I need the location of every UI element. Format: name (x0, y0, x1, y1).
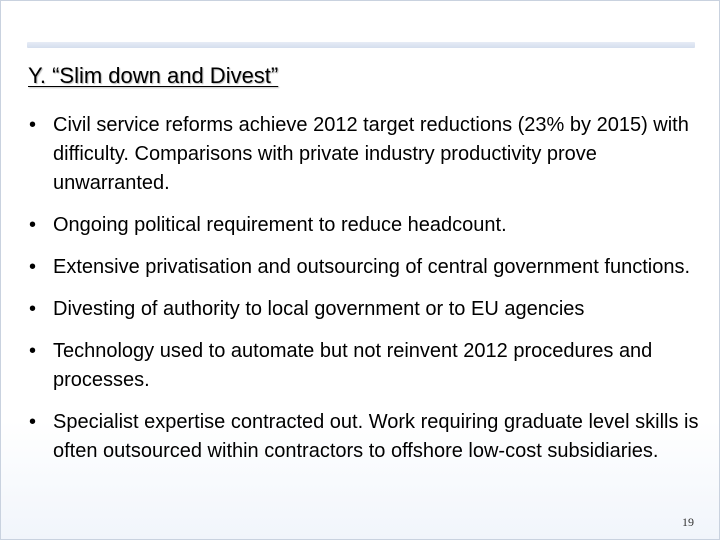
bullet-text: Divesting of authority to local government or to EU agencies (53, 298, 585, 320)
bullet-item (29, 408, 699, 466)
bullet-text: Ongoing political requirement to reduce headcount. (53, 214, 507, 236)
bullet-marker: • (29, 256, 37, 278)
bullet-text: Civil service reforms achieve 2012 target reductions (23% by 2015) with difficulty. Comparisons with private industry productivity prove unwarranted. (53, 114, 689, 194)
bullet-item (29, 253, 699, 282)
bullet-list (29, 111, 699, 466)
page-number: 19 (682, 515, 694, 529)
bullet-item (29, 111, 699, 198)
slide-title: Y. “Slim down and Divest” (28, 63, 279, 88)
bullet-item (29, 211, 699, 240)
bullet-marker: • (29, 114, 37, 136)
bullet-marker: • (29, 298, 37, 320)
bullet-marker: • (29, 214, 37, 236)
bullet-item (29, 337, 699, 395)
bullet-text: Specialist expertise contracted out. Work requiring graduate level skills is often outsourced within contractors to offshore low-cost subsidiaries. (53, 411, 699, 462)
bullet-marker: • (29, 340, 37, 362)
bullet-text: Technology used to automate but not reinvent 2012 procedures and processes. (53, 340, 653, 391)
bullet-item (29, 295, 699, 324)
title-decorative-bar (27, 42, 695, 48)
bullet-marker: • (29, 411, 37, 433)
bullet-text: Extensive privatisation and outsourcing of central government functions. (53, 256, 691, 278)
